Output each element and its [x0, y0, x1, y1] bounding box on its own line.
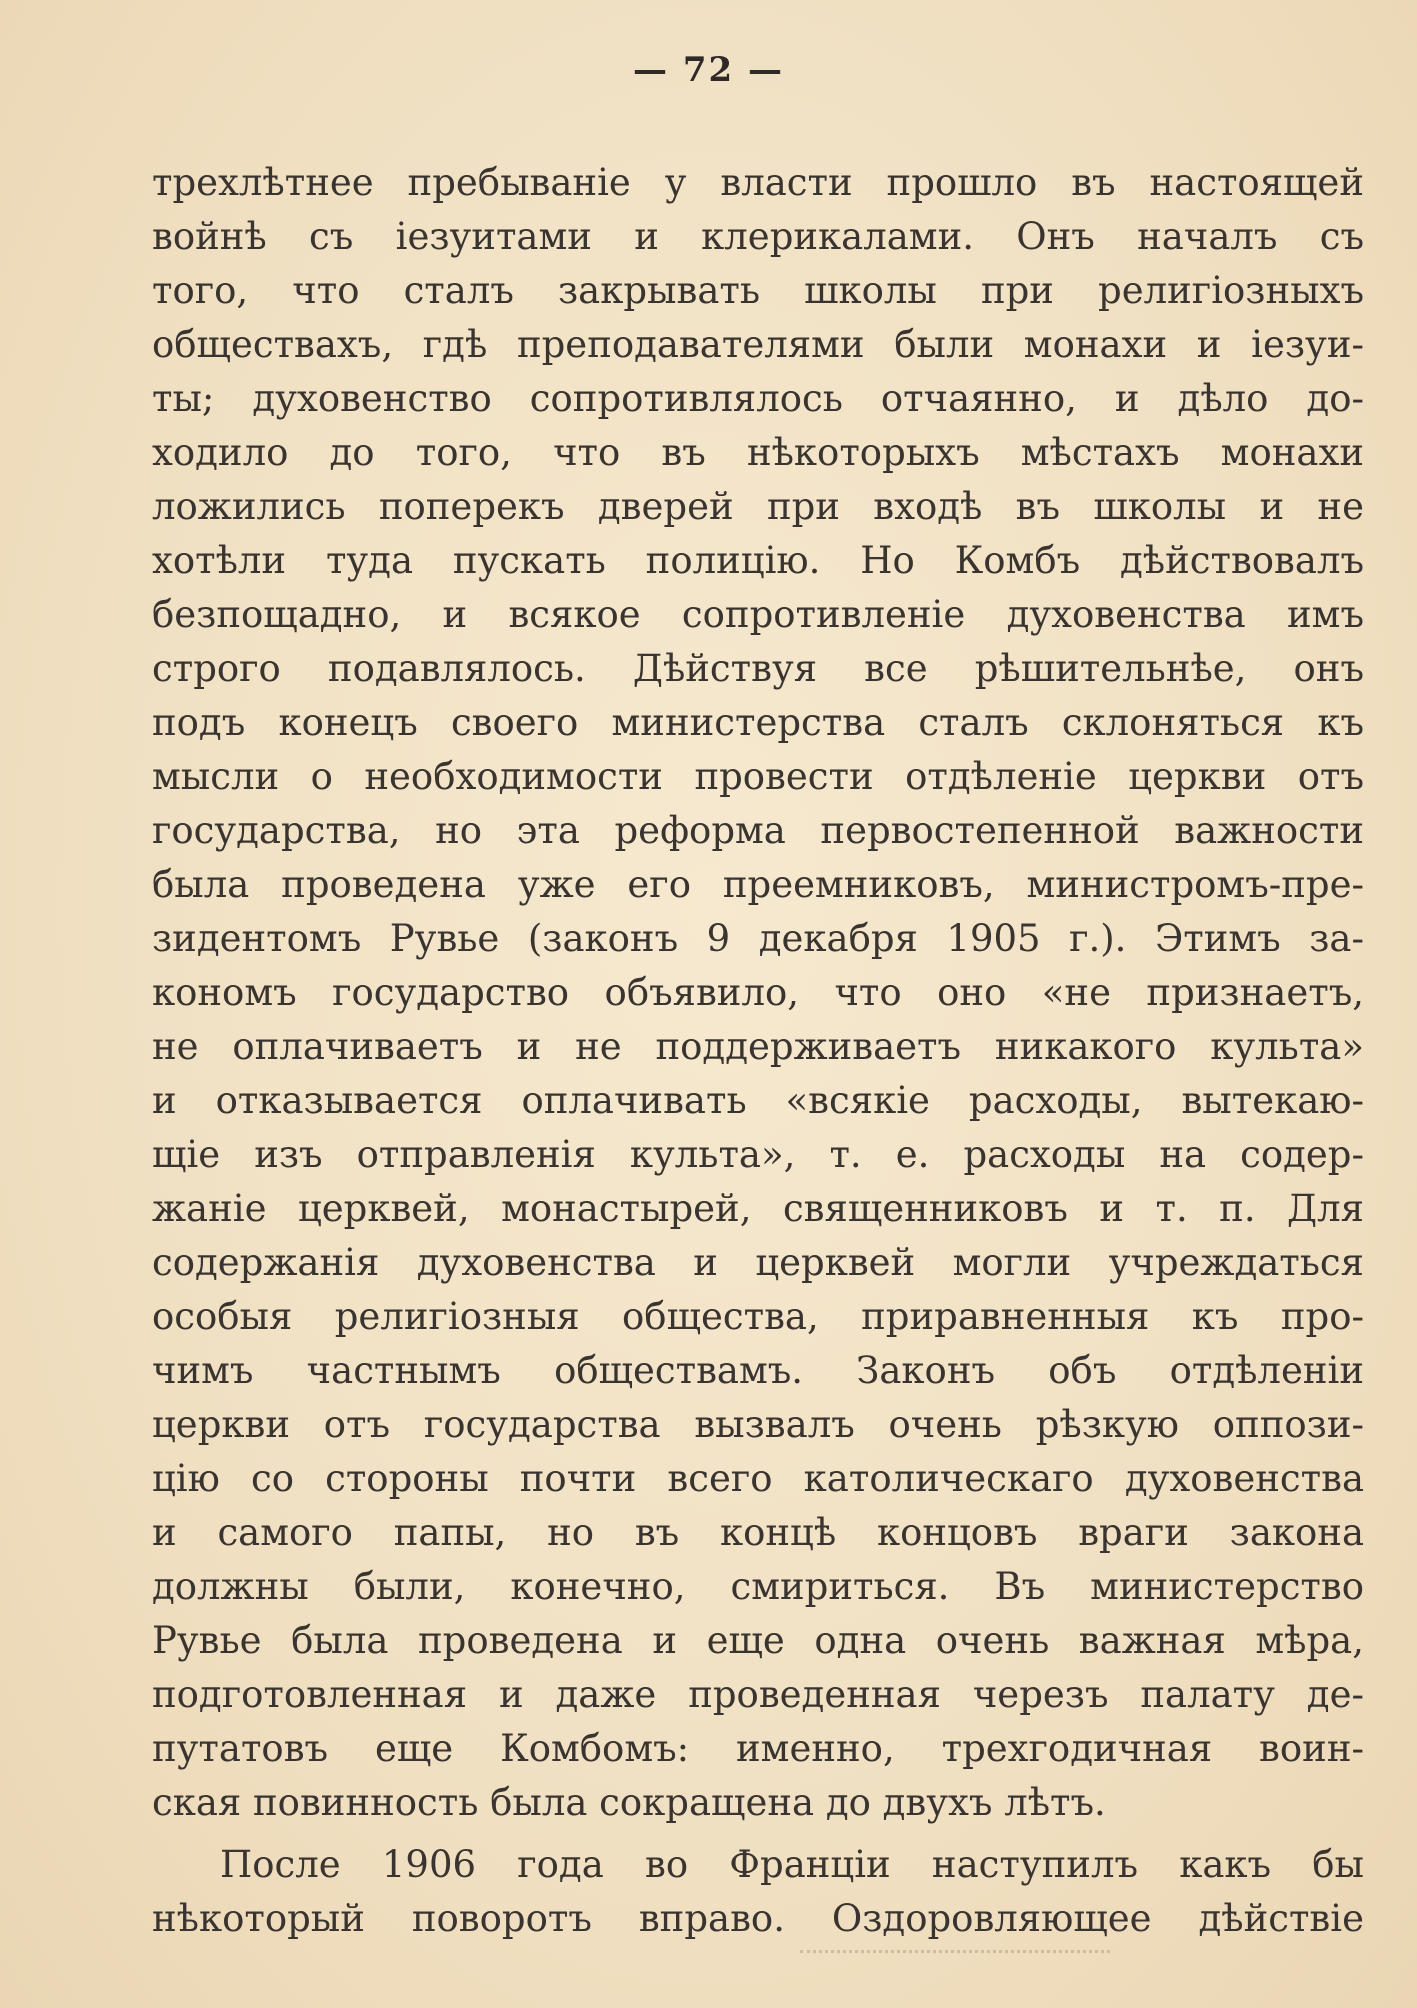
text-line: содержанія духовенства и церквей могли учреждаться — [152, 1241, 1364, 1284]
page-number: — 72 — — [633, 50, 784, 90]
text-line: строго подавлялось. Дѣйствуя все рѣшительнѣе, онъ — [152, 647, 1364, 690]
text-line: должны были, конечно, смириться. Въ министерство — [152, 1565, 1364, 1608]
text-line: кономъ государство объявило, что оно «не признаетъ, — [152, 971, 1364, 1014]
text-line: подъ конецъ своего министерства сталъ склоняться къ — [152, 701, 1364, 744]
text-line: обществахъ, гдѣ преподавателями были монахи и іезуи- — [152, 323, 1364, 366]
text-line: того, что сталъ закрывать школы при религіозныхъ — [152, 269, 1364, 312]
text-line: хотѣли туда пускать полицію. Но Комбъ дѣйствовалъ — [152, 539, 1364, 582]
text-line: не оплачиваетъ и не поддерживаетъ никакого культа» — [152, 1025, 1364, 1068]
text-line: безпощадно, и всякое сопротивленіе духовенства имъ — [152, 593, 1364, 636]
body-text — [152, 156, 1364, 1946]
text-line: цію со стороны почти всего католическаго духовенства — [152, 1457, 1364, 1500]
text-line: ты; духовенство сопротивлялось отчаянно, и дѣло до- — [152, 377, 1364, 420]
text-line: церкви отъ государства вызвалъ очень рѣзкую оппози- — [152, 1403, 1364, 1446]
text-line: мысли о необходимости провести отдѣленіе церкви отъ — [152, 755, 1364, 798]
text-line: жаніе церквей, монастырей, священниковъ и т. п. Для — [152, 1187, 1364, 1230]
text-line: щіе изъ отправленія культа», т. е. расходы на содер- — [152, 1133, 1364, 1176]
text-line: войнѣ съ іезуитами и клерикалами. Онъ началъ съ — [152, 215, 1364, 258]
text-line: была проведена уже его преемниковъ, министромъ-пре- — [152, 863, 1364, 906]
text-line: ложились поперекъ дверей при входѣ въ школы и не — [152, 485, 1364, 528]
text-line: и отказывается оплачивать «всякіе расходы, вытекаю- — [152, 1079, 1364, 1122]
text-line: Рувье была проведена и еще одна очень важная мѣра, — [152, 1619, 1364, 1662]
text-line: и самого папы, но въ концѣ концовъ враги закона — [152, 1511, 1364, 1554]
print-smudge — [800, 1950, 1110, 1961]
paragraph-first-line: После 1906 года во Франціи наступилъ какъ бы — [220, 1843, 1364, 1886]
text-line: путатовъ еще Комбомъ: именно, трехгодичная воин- — [152, 1727, 1364, 1770]
text-line: чимъ частнымъ обществамъ. Законъ объ отдѣленіи — [152, 1349, 1364, 1392]
text-line: государства, но эта реформа первостепенной важности — [152, 809, 1364, 852]
text-line: трехлѣтнее пребываніе у власти прошло въ настоящей — [152, 161, 1364, 204]
text-line: подготовленная и даже проведенная черезъ палату де- — [152, 1673, 1364, 1716]
text-line: зидентомъ Рувье (законъ 9 декабря 1905 г.). Этимъ за- — [152, 917, 1364, 960]
text-line: особыя религіозныя общества, приравненныя къ про- — [152, 1295, 1364, 1338]
text-line: ходило до того, что въ нѣкоторыхъ мѣстахъ монахи — [152, 431, 1364, 474]
text-line: нѣкоторый поворотъ вправо. Оздоровляющее дѣйствіе — [152, 1897, 1364, 1940]
text-line: ская повинность была сокращена до двухъ лѣтъ. — [152, 1781, 1106, 1824]
